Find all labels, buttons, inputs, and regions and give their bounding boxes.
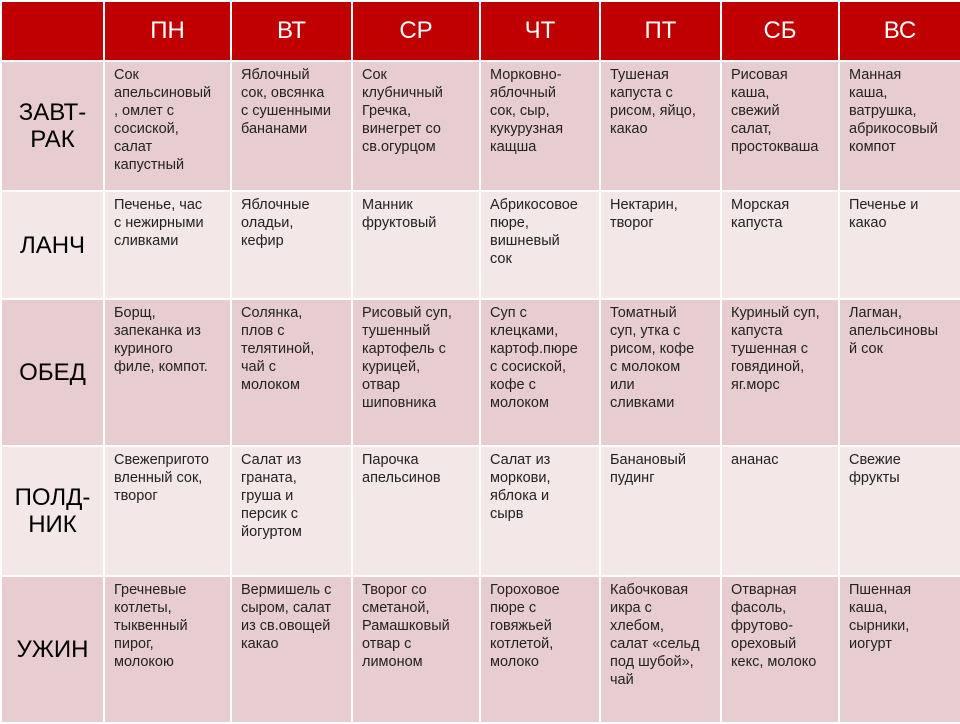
menu-cell: Сок клубничный Гречка, винегрет со св.огурцом [352, 61, 480, 191]
menu-cell: Яблочный сок, овсянка с сушенными бананами [231, 61, 352, 191]
menu-cell: Борщ, запеканка из куриного филе, компот. [104, 299, 231, 446]
menu-cell: Отварная фасоль, фрутово- ореховый кекс, молоко [721, 576, 839, 723]
menu-cell: Рисовый суп, тушенный картофель с курицей, отвар шиповника [352, 299, 480, 446]
menu-cell: Сок апельсиновый , омлет с сосиской, салат капустный [104, 61, 231, 191]
meal-row-lunch [1, 191, 960, 299]
day-header-tue: ВТ [231, 1, 352, 61]
day-header-wed: СР [352, 1, 480, 61]
day-header-thu: ЧТ [480, 1, 600, 61]
menu-cell: Куриный суп, капуста тушенная с говядиной, яг.морс [721, 299, 839, 446]
menu-cell: Морковно- яблочный сок, сыр, кукурузная кащша [480, 61, 600, 191]
menu-cell: Тушеная капуста с рисом, яйцо, какао [600, 61, 721, 191]
meal-row-snack [1, 446, 960, 576]
menu-cell: Томатный суп, утка с рисом, кофе с молоком или сливками [600, 299, 721, 446]
menu-cell: Нектарин, творог [600, 191, 721, 299]
meal-row-breakfast [1, 61, 960, 191]
menu-cell: Яблочные оладьи, кефир [231, 191, 352, 299]
meal-label: ОБЕД [1, 299, 104, 446]
menu-cell: Творог со сметаной, Рамашковый отвар с лимоном [352, 576, 480, 723]
menu-cell: Печенье и какао [839, 191, 960, 299]
menu-cell: Гречневые котлеты, тыквенный пирог, молокою [104, 576, 231, 723]
day-header-mon: ПН [104, 1, 231, 61]
menu-cell: Свежие фрукты [839, 446, 960, 576]
day-header-sun: ВС [839, 1, 960, 61]
meal-row-dinner [1, 299, 960, 446]
meal-label: ПОЛД- НИК [1, 446, 104, 576]
menu-cell: Парочка апельсинов [352, 446, 480, 576]
menu-cell: Банановый пудинг [600, 446, 721, 576]
meal-label: ЗАВТ- РАК [1, 61, 104, 191]
menu-cell: Свежепригото вленный сок, творог [104, 446, 231, 576]
corner-cell [1, 1, 104, 61]
menu-cell: Пшенная каша, сырники, иогурт [839, 576, 960, 723]
day-header-fri: ПТ [600, 1, 721, 61]
menu-cell: Кабочковая икра с хлебом, салат «сельд под шубой», чай [600, 576, 721, 723]
menu-cell: Вермишель с сыром, салат из св.овощей какао [231, 576, 352, 723]
menu-cell: Абрикосовое пюре, вишневый сок [480, 191, 600, 299]
day-header-sat: СБ [721, 1, 839, 61]
menu-cell: Печенье, час с нежирными сливками [104, 191, 231, 299]
menu-cell: Суп с клецками, картоф.пюре с сосиской, кофе с молоком [480, 299, 600, 446]
menu-cell: Солянка, плов с телятиной, чай с молоком [231, 299, 352, 446]
menu-cell: Манник фруктовый [352, 191, 480, 299]
menu-cell: Салат из граната, груша и персик с йогуртом [231, 446, 352, 576]
menu-cell: Лагман, апельсиновы й сок [839, 299, 960, 446]
menu-cell: Рисовая каша, свежий салат, простокваша [721, 61, 839, 191]
day-header-row [1, 1, 960, 61]
meal-row-supper [1, 576, 960, 723]
meal-label: УЖИН [1, 576, 104, 723]
menu-cell: Морская капуста [721, 191, 839, 299]
meal-label: ЛАНЧ [1, 191, 104, 299]
menu-cell: ананас [721, 446, 839, 576]
menu-cell: Манная каша, ватрушка, абрикосовый компот [839, 61, 960, 191]
menu-cell: Салат из моркови, яблока и сырв [480, 446, 600, 576]
menu-cell: Гороховое пюре с говяжьей котлетой, молоко [480, 576, 600, 723]
